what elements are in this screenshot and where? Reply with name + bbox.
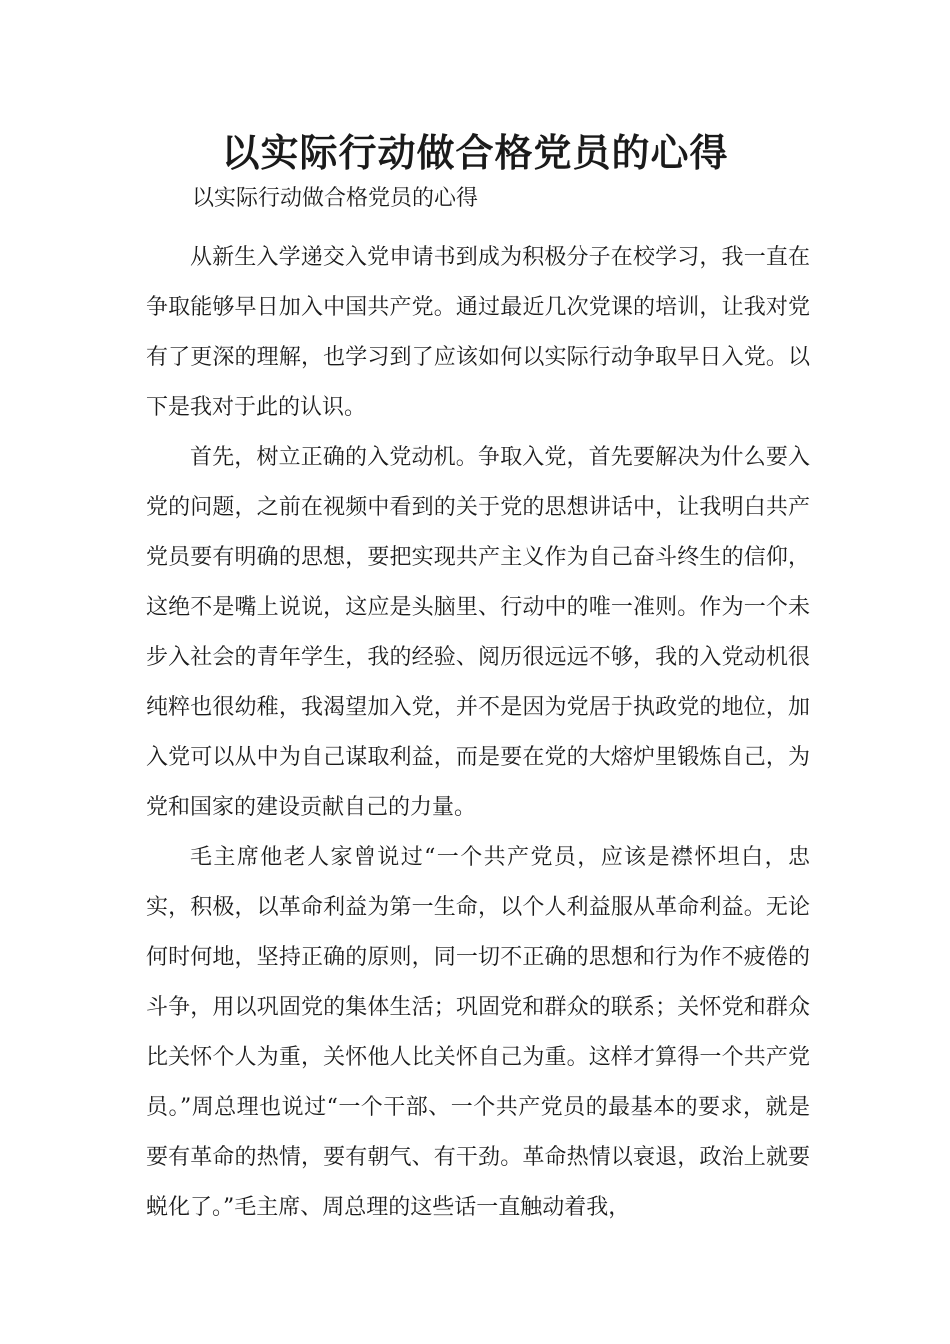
- document-body: [146, 233, 810, 1233]
- document-title: 以实际行动做合格党员的心得: [221, 131, 729, 175]
- paragraph-1: 从新生入学递交入党申请书到成为积极分子在校学习，我一直在争取能够早日加入中国共产党。通过最近几次党课的培训，让我对党有了更深的理解，也学习到了应该如何以实际行动争取早日入党。以下是我对于此的认识。: [146, 245, 810, 420]
- paragraph-2: 首先，树立正确的入党动机。争取入党，首先要解决为什么要入党的问题，之前在视频中看到的关于党的思想讲话中，让我明白共产党员要有明确的思想，要把实现共产主义作为自己奋斗终生的信仰，这绝不是嘴上说说，这应是头脑里、行动中的唯一准则。作为一个未步入社会的青年学生，我的经验、阅历很远远不够，我的入党动机很纯粹也很幼稚，我渴望加入党，并不是因为党居于执政党的地位，加入党可以从中为自己谋取利益，而是要在党的大熔炉里锻炼自己，为党和国家的建设贡献自己的力量。: [146, 445, 810, 820]
- document-subtitle: 以实际行动做合格党员的心得: [192, 186, 479, 211]
- paragraph-3: 毛主席他老人家曾说过“一个共产党员，应该是襟怀坦白，忠实，积极，以革命利益为第一生命，以个人利益服从革命利益。无论何时何地，坚持正确的原则，同一切不正确的思想和行为作不疲倦的斗争，用以巩固党的集体生活；巩固党和群众的联系；关怀党和群众比关怀个人为重，关怀他人比关怀自己为重。这样才算得一个共产党员。”周总理也说过“一个干部、一个共产党员的最基本的要求，就是要有革命的热情，要有朝气、有干劲。革命热情以衰退，政治上就要蜕化了。”毛主席、周总理的这些话一直触动着我，: [146, 845, 810, 1220]
